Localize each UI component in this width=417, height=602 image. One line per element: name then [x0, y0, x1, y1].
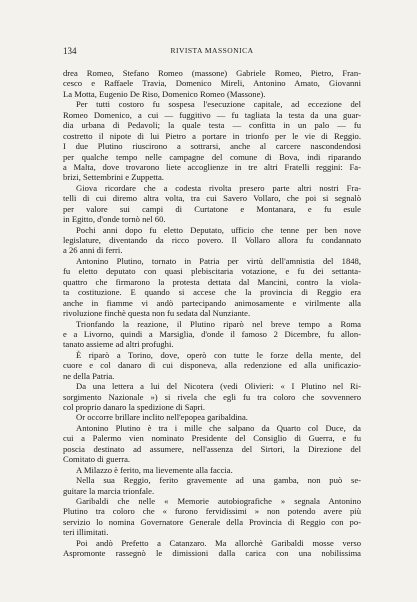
text-line: cuore e col danaro di cui disponeva, alla redenzione ed alla unificazio- — [63, 360, 361, 371]
page-number: 134 — [63, 46, 77, 56]
text-line: cesco e Raffaele Travia, Domenico Mireli, Antonino Amato, Giovanni — [63, 78, 361, 89]
text-line: A Milazzo è ferito, ma lievemente alla faccia. — [76, 464, 233, 475]
text-line: rivoluzione finchè questa non fu sedata dal Nunziante. — [63, 308, 251, 319]
text-line: Pochi anni dopo fu eletto Deputato, ufficio che tenne per ben nove — [76, 224, 361, 235]
text-line: ta costituzione. E quando si accese che la provincia di Reggio era — [63, 287, 361, 298]
text-line: quattro che firmarono la protesta dettata dal Mancini, contro la viola- — [63, 276, 361, 287]
article-body — [63, 68, 361, 559]
text-line: in Egitto, d'onde tornò nel 60. — [63, 214, 166, 225]
text-line: Or occorre brillare inclito nell'epopea garibaldina. — [76, 412, 248, 423]
text-line: costretto il nipote di lui Pietro a portare in trionfo per le vie di Reggio. — [63, 130, 361, 141]
text-line: Plutino tra coloro che « furono fervidissimi » non potendo avere più — [63, 506, 361, 517]
text-line: Nella sua Reggio, ferito gravemente ad una gamba, non può se- — [76, 475, 361, 486]
text-line: a 26 anni di ferri. — [63, 245, 123, 256]
text-line: cui a Palermo vien nominato Presidente del Consiglio di Guerra, e fu — [63, 433, 361, 444]
text-line: fu eletto deputato con quasi plebiscitaria votazione, e fu dei settanta- — [63, 266, 361, 277]
text-line: Comitato di guerra. — [63, 454, 131, 465]
text-line: per qualche tempo nelle campagne del comune di Bova, indi riparando — [63, 151, 361, 162]
text-line: Antonino Plutino è tra i mille che salpano da Quarto col Duce, da — [76, 422, 361, 433]
text-line: Per tutti costoro fu sospesa l'esecuzione capitale, ad eccezione del — [76, 99, 361, 110]
text-line: guitare la marcia trionfale. — [63, 485, 155, 496]
text-line: Aspromonte rassegnò le dimissioni dalla carica con una nobilissima — [63, 548, 361, 559]
text-line: e a Livorno, quindi a Marsiglia, d'onde il famoso 2 Dicembre, fu allon- — [63, 328, 361, 339]
text-line: Trionfando la reazione, il Plutino riparò nel breve tempo a Roma — [76, 318, 361, 329]
running-title: RIVISTA MASSONICA — [170, 46, 254, 55]
text-line: La Motta, Eugenio De Riso, Domenico Romeo (Massone). — [63, 88, 266, 99]
text-line: col proprio danaro la spedizione di Sapri. — [63, 402, 205, 412]
text-line: I due Plutino riuscirono a sottrarsi, anche al carcere nascondendosi — [63, 141, 361, 152]
text-line: drea Romeo, Stefano Romeo (massone) Gabriele Romeo, Pietro, Fran- — [63, 68, 361, 78]
text-line: per valore sui campi di Curtatone e Montanara, e fu esule — [63, 203, 361, 214]
text-line: teri illimitati. — [63, 527, 109, 538]
text-line: servizio lo nomina Governatore Generale della Provincia di Reggio con po- — [63, 516, 361, 527]
text-line: Giova ricordare che a codesta rivolta presero parte altri nostri Fra- — [76, 182, 361, 193]
text-line: Garibaldi che nelle « Memorie autobiografiche » segnala Antonino — [76, 495, 361, 506]
text-line: dia urbana di Pedavoli; la quale testa — confitta in un palo — fu — [63, 120, 361, 131]
text-line: telli di cui diremo altra volta, tra cui Savero Vollaro, che poi si segnalò — [63, 193, 361, 204]
text-line: poscia destinato ad assumere, nell'assenza del Sirtori, la Direzione del — [63, 443, 361, 454]
text-line: tanato assieme ad altri profughi. — [63, 339, 174, 350]
text-line: Poi andò Prefetto a Catanzaro. Ma allorchè Garibaldi mosse verso — [76, 537, 361, 548]
text-line: È riparò a Torino, dove, operò con tutte le forze della mente, del — [76, 349, 361, 360]
text-line: Romeo Domenico, a cui — fuggitivo — fu tagliata la testa da una guar- — [63, 109, 361, 120]
text-line: brizi, Settembrini e Zuppetta. — [63, 172, 164, 183]
text-line: anche in fiamme vi andò partecipando animosamente e virilmente alla — [63, 297, 361, 308]
text-line: ne della Patria. — [63, 370, 115, 381]
page-header — [63, 45, 361, 57]
text-line: Da una lettera a lui del Nicotera (vedi Olivieri: « I Plutino nel Ri- — [76, 381, 361, 392]
text-line: Antonino Plutino, tornato in Patria per virtù dell'amnistia del 1848, — [76, 255, 361, 266]
text-line: legislature, diventando da ricco povero. Il Vollaro allora fu condannato — [63, 235, 361, 245]
text-line: a Malta, dove trovarono liete accoglienze in tre altri Fratelli reggini: Fa- — [63, 161, 361, 172]
text-line: sorgimento Nazionale ») si rivela che egli fu tra coloro che sovvennero — [63, 391, 361, 402]
